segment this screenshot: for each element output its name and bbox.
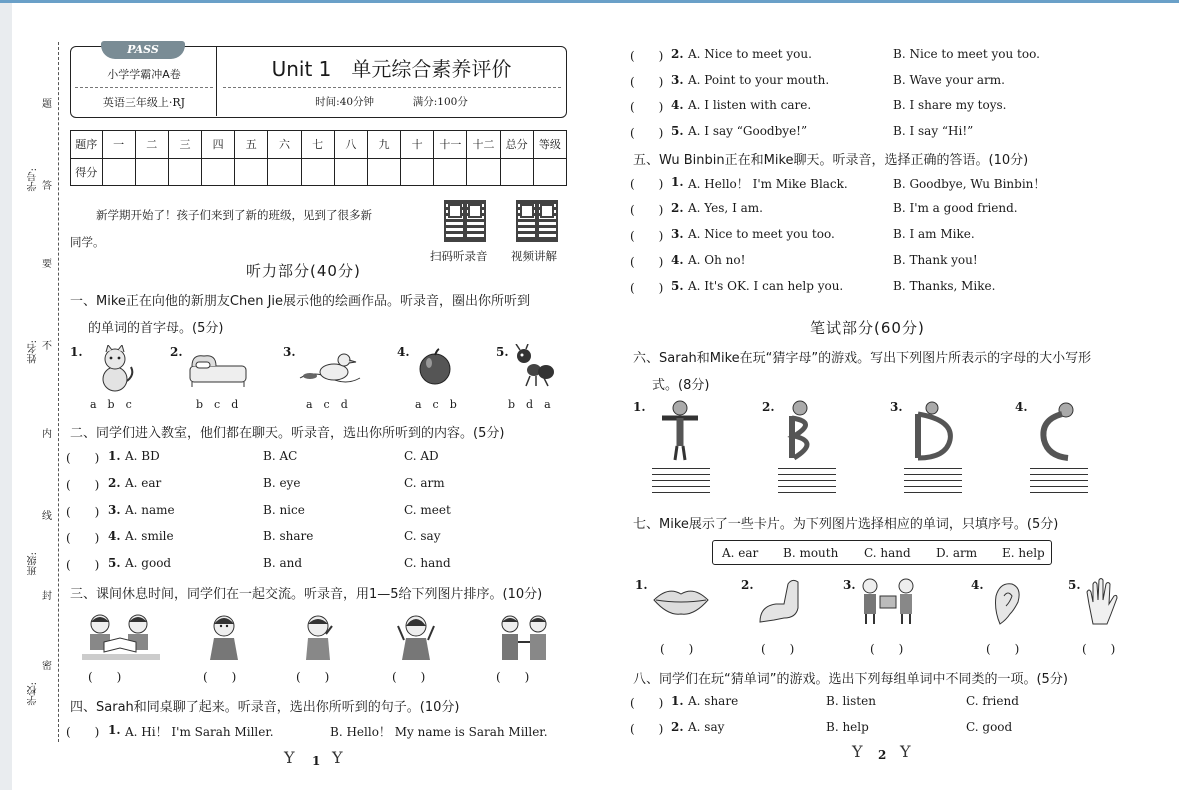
item-number: 4. [971,578,984,592]
option-a[interactable]: A. good [125,556,172,571]
option-a[interactable]: A. ear [125,475,162,490]
score-header-cell: 四 [202,131,235,159]
score-input-cell[interactable] [235,158,268,186]
score-header-cell: 八 [334,131,367,159]
section5-heading: 五、Wu Binbin正在和Mike聊天。听录音，选择正确的答语。(10分) [633,153,1029,168]
answer-blank[interactable]: ( ) [630,100,664,115]
arm-picture [756,578,802,626]
boy-picture [300,612,336,662]
score-input-cell[interactable] [268,158,301,186]
answer-blank[interactable]: ( ) [986,642,1020,656]
letter-options[interactable]: a c b [415,398,457,411]
seal-char: 题 [42,99,52,110]
bed-picture [186,352,250,388]
score-input-cell[interactable] [334,158,367,186]
series-name: 小学学霸冲A卷 [107,68,181,81]
full-score: 满分:100分 [412,96,468,108]
option-b[interactable]: B. share [263,529,314,544]
option-a[interactable]: A. I listen with care. [688,98,812,113]
item-number: 3. [283,345,296,359]
answer-blank[interactable]: ( ) [392,670,426,684]
header-left-panel [71,43,217,116]
duck-picture [298,348,362,388]
word-option: B. mouth [783,546,839,560]
item-number: 5. [496,345,509,359]
page-number-right: 2 [878,748,887,762]
mouth-picture [652,586,710,616]
score-header-cell: 六 [268,131,301,159]
question-number: 2. [108,475,121,490]
seal-char: 封 [42,591,52,602]
letter-t-pose-picture [660,400,700,462]
option-c[interactable]: C. AD [404,449,439,463]
question-number: 1. [108,449,121,463]
option-c[interactable]: C. meet [404,502,451,517]
option-a[interactable]: A. share [688,694,739,708]
word-options-box [712,540,1052,565]
option-c[interactable]: C. arm [404,475,445,490]
kids-reading-picture [82,612,160,662]
score-table [70,130,567,186]
score-header-cell: 七 [301,131,334,159]
section6-heading: 六、Sarah和Mike在玩“猜字母”的游戏。写出下列图片所表示的字母的大小写形 [633,351,1092,366]
qr-code-video[interactable] [516,200,558,242]
question-number: 4. [108,529,121,544]
answer-blank[interactable]: ( ) [630,203,664,217]
option-b[interactable]: B. and [263,556,303,571]
answer-blank[interactable]: ( ) [630,177,664,191]
item-number: 1. [70,345,83,359]
option-a[interactable]: A. I say “Goodbye!” [688,123,808,138]
answer-blank[interactable]: ( ) [66,558,100,573]
question-number: 1. [671,694,684,708]
option-a[interactable]: A. Yes, I am. [688,201,763,215]
score-header-cell: 一 [102,131,135,159]
exam-info [217,94,566,109]
option-a[interactable]: A. Nice to meet you too. [688,227,835,241]
option-c[interactable]: C. friend [966,694,1019,708]
item-number: 3. [890,400,903,414]
seal-char: 线 [42,511,52,522]
page-number-left: 1 [312,754,321,768]
section3-heading: 三、课间休息时间，同学们在一起交流。听录音，用1—5给下列图片排序。(10分) [70,587,543,602]
option-a[interactable]: A. say [688,720,725,734]
page-edge [0,3,12,790]
score-label-cell: 得分 [71,158,103,186]
question-number: 1. [671,175,684,189]
girl-picture [206,612,242,662]
scan-audio-label: 扫码听录音 [430,249,488,263]
letter-c-pose-picture [1036,400,1080,462]
seal-char: 不 [42,341,52,352]
tree-ornament: Y [900,742,911,761]
option-b[interactable]: B. listen [826,694,876,708]
option-a[interactable]: A. name [125,502,175,517]
option-a[interactable]: A. It's OK. I can help you. [688,279,844,293]
item-number: 1. [633,400,646,414]
option-a[interactable]: A. Point to your mouth. [688,72,830,87]
letter-options[interactable]: b d a [508,398,551,411]
option-a[interactable]: A. Hi！ I'm Sarah Miller. [125,725,274,739]
ant-picture [512,344,556,388]
name-label: 姓名: [28,340,39,364]
item-number: 4. [397,345,410,359]
seal-line [58,42,59,742]
answer-blank[interactable]: ( ) [870,642,904,656]
option-b[interactable]: B. Thanks, Mike. [893,279,996,293]
score-input-cell[interactable] [500,158,533,186]
seal-char: 密 [42,661,52,672]
score-input-cell[interactable] [401,158,434,186]
score-input-cell[interactable] [135,158,168,186]
answer-blank[interactable]: ( ) [630,229,664,243]
girl-waving-picture [394,612,438,662]
option-b[interactable]: B. Hello！ My name is Sarah Miller. [330,725,548,739]
option-b[interactable]: B. Nice to meet you too. [893,47,1040,61]
writing-lines[interactable] [904,468,962,498]
binding-margin [14,40,62,745]
answer-blank[interactable]: ( ) [630,722,664,736]
letter-d-pose-picture [910,400,954,462]
option-b[interactable]: B. I am Mike. [893,227,975,241]
divider [75,87,213,88]
pass-badge: PASS [101,41,185,59]
option-b[interactable]: B. Wave your arm. [893,72,1005,87]
section1-heading: 一、Mike正在向他的新朋友Chen Jie展示他的绘画作品。听录音，圈出你所听到 [70,294,531,309]
option-b[interactable]: B. I share my toys. [893,98,1007,113]
time-limit: 时间:40分钟 [315,96,375,108]
option-c[interactable]: C. good [966,720,1013,734]
seal-char: 内 [42,429,52,440]
question-number: 5. [108,556,121,571]
option-a[interactable]: A. Hello！ I'm Mike Black. [688,177,848,191]
answer-blank[interactable]: ( ) [660,642,694,656]
answer-blank[interactable]: ( ) [66,504,100,519]
letter-options[interactable]: a b c [90,398,132,411]
option-b[interactable]: B. I'm a good friend. [893,201,1018,215]
score-header-cell: 九 [367,131,400,159]
letter-options[interactable]: b c d [196,398,239,411]
score-header-cell: 十 [401,131,434,159]
seal-char: 答 [42,181,52,192]
answer-blank[interactable]: ( ) [496,670,530,684]
writing-lines[interactable] [1030,468,1088,498]
question-number: 5. [671,279,684,293]
score-header-cell: 题序 [71,131,103,159]
intro-line2: 同学。 [70,235,105,249]
score-header-row [71,131,567,159]
writing-lines[interactable] [652,468,710,498]
option-b[interactable]: B. Thank you! [893,253,978,267]
helping-picture [858,576,918,626]
option-b[interactable]: B. I say “Hi!” [893,123,974,138]
answer-blank[interactable]: ( ) [203,670,237,684]
option-b[interactable]: B. AC [263,449,298,463]
question-number: 2. [671,47,684,61]
question-number: 3. [671,227,684,241]
answer-blank[interactable]: ( ) [761,642,795,656]
score-header-cell: 等级 [533,131,566,159]
tree-ornament: Y [284,748,295,767]
score-header-cell: 五 [235,131,268,159]
section7-heading: 七、Mike展示了一些卡片。为下列图片选择相应的单词，只填序号。(5分) [633,517,1059,532]
score-header-cell: 十一 [434,131,467,159]
option-a[interactable]: A. BD [125,449,160,463]
option-b[interactable]: B. nice [263,502,305,517]
score-header-cell: 十二 [467,131,500,159]
kids-handshake-picture [496,612,552,662]
option-b[interactable]: B. eye [263,475,301,490]
word-option: C. hand [864,546,911,560]
answer-blank[interactable]: ( ) [66,477,100,492]
word-option: A. ear [722,546,759,560]
writing-title: 笔试部分(60分) [810,319,925,337]
score-input-cell[interactable] [533,158,566,186]
item-number: 1. [635,578,648,592]
answer-blank[interactable]: ( ) [630,696,664,710]
seal-char: 要 [42,259,52,270]
exam-title: Unit 1 单元综合素养评价 [271,57,512,81]
item-number: 2. [741,578,754,592]
answer-blank[interactable]: ( ) [66,531,100,546]
score-input-cell[interactable] [102,158,135,186]
letter-b-pose-picture [784,400,824,462]
question-number: 4. [671,98,684,113]
score-header-cell: 总分 [500,131,533,159]
listening-title: 听力部分(40分) [246,262,361,280]
course-name: 英语三年级上·RJ [102,96,186,109]
item-number: 2. [170,345,183,359]
score-input-cell[interactable] [367,158,400,186]
cat-picture [95,345,135,393]
ear-picture [990,580,1024,626]
section6-heading-cont: 式。(8分) [652,378,710,393]
item-number: 3. [843,578,856,592]
hand-picture [1083,578,1119,626]
answer-blank[interactable]: ( ) [630,125,664,140]
option-b[interactable]: B. Goodbye, Wu Binbin！ [893,177,1046,191]
answer-blank[interactable]: ( ) [630,74,664,89]
student-id-label: 学号: [28,168,39,192]
score-input-cell[interactable] [301,158,334,186]
answer-blank[interactable]: ( ) [1082,642,1116,656]
question-number: 5. [671,123,684,138]
answer-blank[interactable]: ( ) [630,255,664,269]
section2-heading: 二、同学们进入教室，他们都在聊天。听录音，选出你所听到的内容。(5分) [70,426,505,441]
item-number: 5. [1068,578,1081,592]
word-option: D. arm [936,546,978,560]
question-number: 4. [671,253,684,267]
score-input-cell[interactable] [467,158,500,186]
letter-options[interactable]: a c d [306,398,348,411]
answer-blank[interactable]: ( ) [630,281,664,295]
answer-blank[interactable]: ( ) [66,451,100,465]
question-number: 2. [671,201,684,215]
score-input-cell[interactable] [202,158,235,186]
question-number: 2. [671,720,684,734]
apple-picture [415,347,455,387]
word-option: E. help [1002,546,1045,560]
class-label: 班级: [28,552,39,576]
answer-blank[interactable]: ( ) [88,670,122,684]
intro-line1: 新学期开始了！孩子们来到了新的班级，见到了很多新 [96,208,372,222]
exam-header [70,43,567,118]
option-a[interactable]: A. smile [125,529,174,544]
question-number: 1. [108,723,121,737]
option-a[interactable]: A. Nice to meet you. [688,47,812,61]
answer-blank[interactable]: ( ) [630,49,664,63]
qr-code-audio[interactable] [444,200,486,242]
section1-heading-cont: 的单词的首字母。(5分) [88,321,224,336]
writing-lines[interactable] [778,468,836,498]
tree-ornament: Y [332,748,343,767]
option-b[interactable]: B. help [826,720,869,734]
answer-blank[interactable]: ( ) [296,670,330,684]
score-input-cell[interactable] [168,158,201,186]
school-label: 学校: [28,682,39,706]
option-a[interactable]: A. Oh no! [688,253,746,267]
option-c[interactable]: C. hand [404,556,451,571]
score-header-cell: 二 [135,131,168,159]
option-c[interactable]: C. say [404,529,441,544]
score-header-cell: 三 [168,131,201,159]
score-value-row [71,158,567,186]
question-number: 3. [671,72,684,87]
item-number: 4. [1015,400,1028,414]
section4-heading: 四、Sarah和同桌聊了起来。听录音，选出你所听到的句子。(10分) [70,700,460,715]
divider [223,87,561,88]
question-number: 3. [108,502,121,517]
tree-ornament: Y [852,742,863,761]
section8-heading: 八、同学们在玩“猜单词”的游戏。选出下列每组单词中不同类的一项。(5分) [633,672,1068,687]
answer-blank[interactable]: ( ) [66,725,100,739]
item-number: 2. [762,400,775,414]
score-input-cell[interactable] [434,158,467,186]
video-label: 视频讲解 [511,249,557,263]
top-border [0,0,1179,3]
